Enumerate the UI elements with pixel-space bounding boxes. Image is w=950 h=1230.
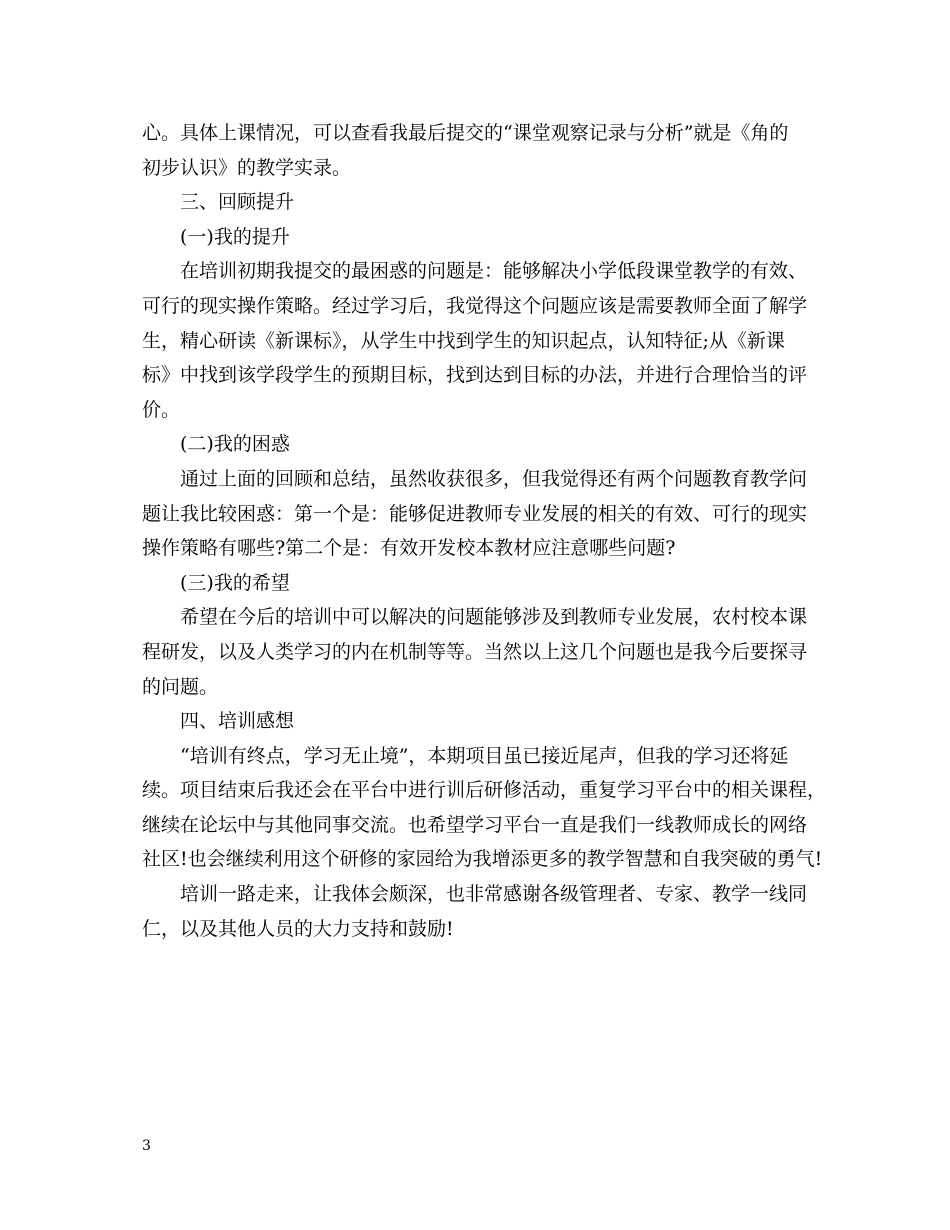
- document-body: [142, 116, 827, 946]
- text-line: 价。: [142, 398, 181, 421]
- text-line: 通过上面的回顾和总结，虽然收获很多，但我觉得还有两个问题教育教学问: [180, 467, 808, 490]
- text-line: 社区!也会继续利用这个研修的家园给为我增添更多的教学智慧和自我突破的勇气!: [142, 848, 823, 871]
- text-line: 操作策略有哪些?第二个是：有效开发校本教材应注意哪些问题?: [142, 537, 676, 560]
- text-line: 心。具体上课情况，可以查看我最后提交的“课堂观察记录与分析”就是《角的: [142, 122, 789, 144]
- text-line: 续。项目结束后我还会在平台中进行训后研修活动，重复学习平台中的相关课程，: [142, 779, 827, 802]
- subsection-heading: (二)我的困惑: [180, 433, 290, 456]
- subsection-heading: (三)我的希望: [180, 571, 290, 594]
- page-number: 3: [142, 1138, 151, 1154]
- text-line: 程研发，以及人类学习的内在机制等等。当然以上这几个问题也是我今后要探寻: [142, 640, 808, 663]
- text-line: 的问题。: [142, 675, 219, 698]
- text-line: 可行的现实操作策略。经过学习后，我觉得这个问题应该是需要教师全面了解学: [142, 294, 808, 317]
- section-heading: 四、培训感想: [180, 710, 295, 733]
- text-line: 培训一路走来，让我体会颇深，也非常感谢各级管理者、专家、教学一线同: [180, 883, 808, 906]
- text-line: 初步认识》的教学实录。: [142, 156, 352, 179]
- text-line: 仁，以及其他人员的大力支持和鼓励!: [142, 917, 454, 940]
- text-line: 标》中找到该学段学生的预期目标，找到达到目标的办法，并进行合理恰当的评: [142, 364, 808, 387]
- subsection-heading: (一)我的提升: [180, 225, 290, 248]
- section-heading: 三、回顾提升: [180, 191, 295, 214]
- text-line: 继续在论坛中与其他同事交流。也希望学习平台一直是我们一线教师成长的网络: [142, 813, 808, 836]
- text-line: 生，精心研读《新课标》，从学生中找到学生的知识起点，认知特征;从《新课: [142, 329, 785, 352]
- text-line: 希望在今后的培训中可以解决的问题能够涉及到教师专业发展，农村校本课: [180, 606, 808, 629]
- text-line: “培训有终点，学习无止境”，本期项目虽已接近尾声，但我的学习还将延: [180, 744, 789, 767]
- text-line: 在培训初期我提交的最困惑的问题是：能够解决小学低段课堂教学的有效、: [180, 260, 808, 283]
- text-line: 题让我比较困惑：第一个是：能够促进教师专业发展的相关的有效、可行的现实: [142, 502, 808, 525]
